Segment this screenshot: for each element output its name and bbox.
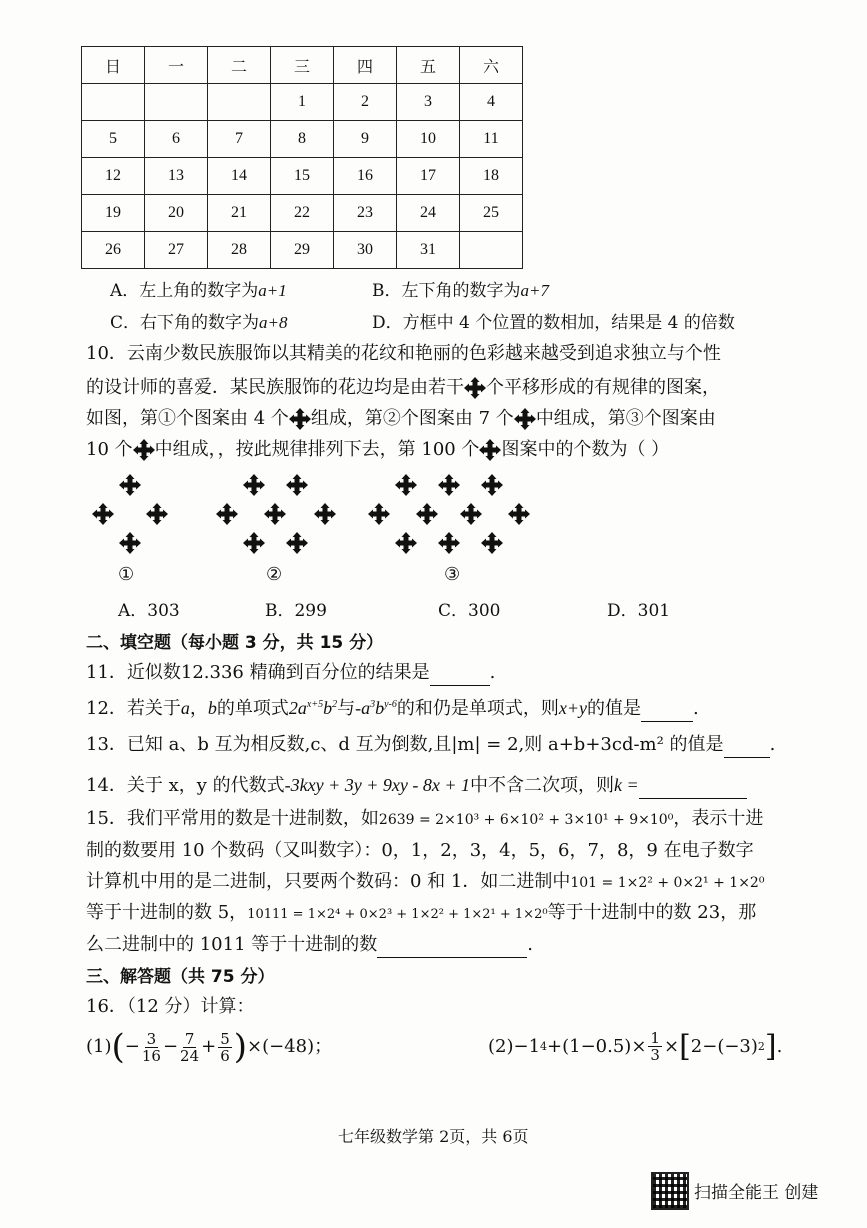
q14-blank — [639, 780, 747, 799]
q14 — [86, 772, 747, 799]
calendar-cell: 15 — [271, 158, 334, 195]
calendar-cell: 4 — [460, 84, 523, 121]
q16-part2: (2) −1 4 +(1−0.5)× $\frac{1}{3}$ × [ 2−(−3) 2 ] . — [488, 1028, 783, 1064]
q14-k: k = — [614, 775, 639, 795]
q10-line4 — [86, 437, 669, 463]
q13-blank — [724, 739, 770, 758]
q12-text-a: 12．若关于 — [86, 698, 181, 719]
calendar-header-cell: 一 — [145, 47, 208, 84]
q10-line3-b: 组成，第②个图案由 7 个 — [310, 408, 514, 429]
q10-option-a: A．303 — [118, 601, 180, 621]
q13-text: 13．已知 a、b 互为相反数,c、d 互为倒数,且|m| = 2,则 a+b+3cd-m² 的值是 — [86, 734, 724, 755]
q16-heading: 16．（12 分）计算： — [86, 996, 255, 1017]
calendar-cell — [208, 84, 271, 121]
q16-part1: (1) ( − $\frac{3}{16}$ − $\frac{7}{24}$ + $\frac{5}{6}$ ) ×(−48)； — [86, 1027, 333, 1067]
calendar-header-cell: 四 — [334, 47, 397, 84]
scanner-watermark: 扫描全能王 创建 — [694, 1183, 819, 1203]
calendar-cell — [82, 84, 145, 121]
calendar-cell: 11 — [460, 121, 523, 158]
pattern-2-figure — [214, 474, 338, 554]
q10-option-d: D．301 — [607, 601, 671, 621]
calendar-cell: 29 — [271, 232, 334, 269]
q10-line3-c: 中组成，第③个图案由 — [535, 408, 716, 429]
calendar-cell: 27 — [145, 232, 208, 269]
cross-motif-icon — [289, 408, 311, 430]
calendar-header-cell: 日 — [82, 47, 145, 84]
q16-part2-label: (2) — [488, 1035, 514, 1057]
q10-line4-a: 10 个 — [86, 439, 133, 460]
q15-line1 — [86, 806, 763, 833]
q12-blank — [641, 703, 693, 722]
calendar-cell: 18 — [460, 158, 523, 195]
calendar-cell: 10 — [397, 121, 460, 158]
q11: 11．近似数12.336 精确到百分位的结果是 . — [86, 660, 495, 686]
q9-option-c-math: a+8 — [259, 313, 288, 332]
calendar-cell: 8 — [271, 121, 334, 158]
q10-line1: 10．云南少数民族服饰以其精美的花纹和艳丽的色彩越来越受到追求独立与个性 — [86, 343, 721, 364]
q10-line3 — [86, 406, 716, 432]
cross-motif-icon — [464, 377, 486, 399]
q10-line2-a: 的设计师的喜爱．某民族服饰的花边均是由若干 — [86, 377, 464, 398]
q10-option-c: C．300 — [438, 601, 501, 621]
fraction: $\frac{3}{16}$ — [141, 1029, 161, 1065]
calendar-row — [82, 121, 523, 158]
fraction: $\frac{7}{24}$ — [180, 1029, 200, 1065]
q15-line4 — [86, 900, 756, 928]
calendar-cell: 7 — [208, 121, 271, 158]
calendar-cell: 13 — [145, 158, 208, 195]
q10-line3-a: 如图，第①个图案由 4 个 — [86, 408, 289, 429]
pattern-1-figure — [90, 474, 170, 554]
q12-text-c: 与 — [337, 698, 356, 719]
qr-code-icon — [651, 1172, 689, 1210]
calendar-row — [82, 195, 523, 232]
calendar-cell — [460, 232, 523, 269]
calendar-cell: 5 — [82, 121, 145, 158]
section-3-heading: 三、解答题（共 75 分） — [86, 967, 275, 987]
q15-line1-b: ，表示十进 — [673, 808, 764, 829]
cross-motif-icon — [479, 439, 501, 461]
calendar-cell: 24 — [397, 195, 460, 232]
q9-option-c — [110, 308, 288, 333]
q15-line5: 么二进制中的 1011 等于十进制的数 . — [86, 932, 533, 958]
calendar-cell: 20 — [145, 195, 208, 232]
calendar-row — [82, 232, 523, 269]
q15-line1-expr: 2639 = 2×10³ + 6×10² + 3×10¹ + 9×10⁰ — [378, 812, 674, 828]
calendar-cell: 19 — [82, 195, 145, 232]
cross-motif-icon — [133, 439, 155, 461]
q15-line5-text: 么二进制中的 1011 等于十进制的数 — [86, 934, 378, 955]
calendar-cell: 25 — [460, 195, 523, 232]
calendar-row — [82, 158, 523, 195]
q9-option-b-math: a+7 — [520, 281, 549, 300]
fraction: $\frac{5}{6}$ — [220, 1029, 230, 1065]
calendar-cell: 26 — [82, 232, 145, 269]
q15-line1-a: 15．我们平常用的数是十进制数，如 — [86, 808, 379, 829]
q16-part1-label: (1) — [86, 1036, 112, 1057]
q9-option-a — [110, 276, 287, 301]
q11-text: 11．近似数12.336 精确到百分位的结果是 — [86, 662, 430, 683]
q10-option-b: B．299 — [265, 601, 327, 621]
calendar-cell: 30 — [334, 232, 397, 269]
q9-option-a-math: a+1 — [258, 281, 287, 300]
q14-text-b: 中不含二次项，则 — [470, 775, 615, 796]
calendar-row — [82, 84, 523, 121]
q11-blank — [430, 667, 490, 686]
calendar-cell: 31 — [397, 232, 460, 269]
calendar-cell: 12 — [82, 158, 145, 195]
calendar-cell: 17 — [397, 158, 460, 195]
q9-option-b-text: B．左下角的数字为 — [372, 281, 521, 301]
calendar-cell: 6 — [145, 121, 208, 158]
calendar-header-cell: 六 — [460, 47, 523, 84]
calendar-table — [81, 46, 523, 269]
q15-line4-a: 等于十进制的数 5， — [86, 902, 248, 923]
q10-line2-b: 个平移形成的有规律的图案， — [486, 377, 720, 398]
cross-motif-icon — [514, 408, 536, 430]
calendar-header-cell: 五 — [397, 47, 460, 84]
q15-line4-expr: 10111 = 1×2⁴ + 0×2³ + 1×2² + 1×2¹ + 1×2⁰ — [247, 907, 548, 922]
q12: 12．若关于a，b的单项式$2a^{x+5}b^2$与$-a^3b^{y-6}$的和仍是单项式，则x+y的值是 . — [86, 692, 699, 722]
calendar-cell: 28 — [208, 232, 271, 269]
calendar-cell: 2 — [334, 84, 397, 121]
section-2-heading: 二、填空题（每小题 3 分，共 15 分） — [86, 633, 384, 653]
calendar-cell: 9 — [334, 121, 397, 158]
q9-option-a-text: A．左上角的数字为 — [110, 281, 259, 301]
q14-text-a: 14．关于 x，y 的代数式 — [86, 775, 285, 796]
q10-line4-c: 图案中的个数为（ ） — [501, 439, 670, 460]
q12-text-e: 的值是 — [587, 698, 641, 719]
calendar-cell: 16 — [334, 158, 397, 195]
calendar-cell: 23 — [334, 195, 397, 232]
q15-line3-a: 计算机中用的是二进制，只要两个数码：0 和 1．如二进制中 — [86, 871, 571, 892]
q15-line2: 制的数要用 10 个数码（又叫数字）：0，1，2，3，4，5，6，7，8，9 在电子数字 — [86, 840, 754, 861]
q10-line2 — [86, 375, 720, 401]
q15-line3 — [86, 869, 764, 896]
q9-option-d: D．方框中 4 个位置的数相加，结果是 4 的倍数 — [372, 313, 735, 333]
q15-line3-expr: 101 = 1×2² + 0×2¹ + 1×2⁰ — [570, 875, 765, 891]
calendar-header-row — [82, 47, 523, 84]
calendar-cell — [145, 84, 208, 121]
page-footer: 七年级数学第 2页，共 6页 — [338, 1127, 529, 1146]
q9-option-c-text: C．右下角的数字为 — [110, 313, 260, 333]
q15-line4-b: 等于十进制中的数 23，那 — [547, 902, 757, 923]
pattern-3-figure — [366, 474, 534, 554]
q13: 13．已知 a、b 互为相反数,c、d 互为倒数,且|m| = 2,则 a+b+3cd-m² 的值是 . — [86, 732, 775, 758]
calendar-cell: 14 — [208, 158, 271, 195]
pattern-label-2: ② — [266, 564, 283, 585]
calendar-cell: 3 — [397, 84, 460, 121]
calendar-cell: 1 — [271, 84, 334, 121]
q9-option-b — [372, 276, 549, 301]
q12-text-b: 的单项式 — [216, 698, 289, 719]
pattern-label-3: ③ — [444, 564, 461, 585]
calendar-cell: 21 — [208, 195, 271, 232]
q15-blank — [377, 939, 527, 958]
q14-expr: -3kxy + 3y + 9xy - 8x + 1 — [284, 775, 471, 795]
calendar-header-cell: 二 — [208, 47, 271, 84]
calendar-header-cell: 三 — [271, 47, 334, 84]
fraction: $\frac{1}{3}$ — [650, 1029, 660, 1064]
q10-line4-b: 中组成，，按此规律排列下去，第 100 个 — [154, 439, 480, 460]
pattern-label-1: ① — [118, 564, 135, 585]
calendar-cell: 22 — [271, 195, 334, 232]
q12-text-d: 的和仍是单项式，则 — [396, 698, 559, 719]
